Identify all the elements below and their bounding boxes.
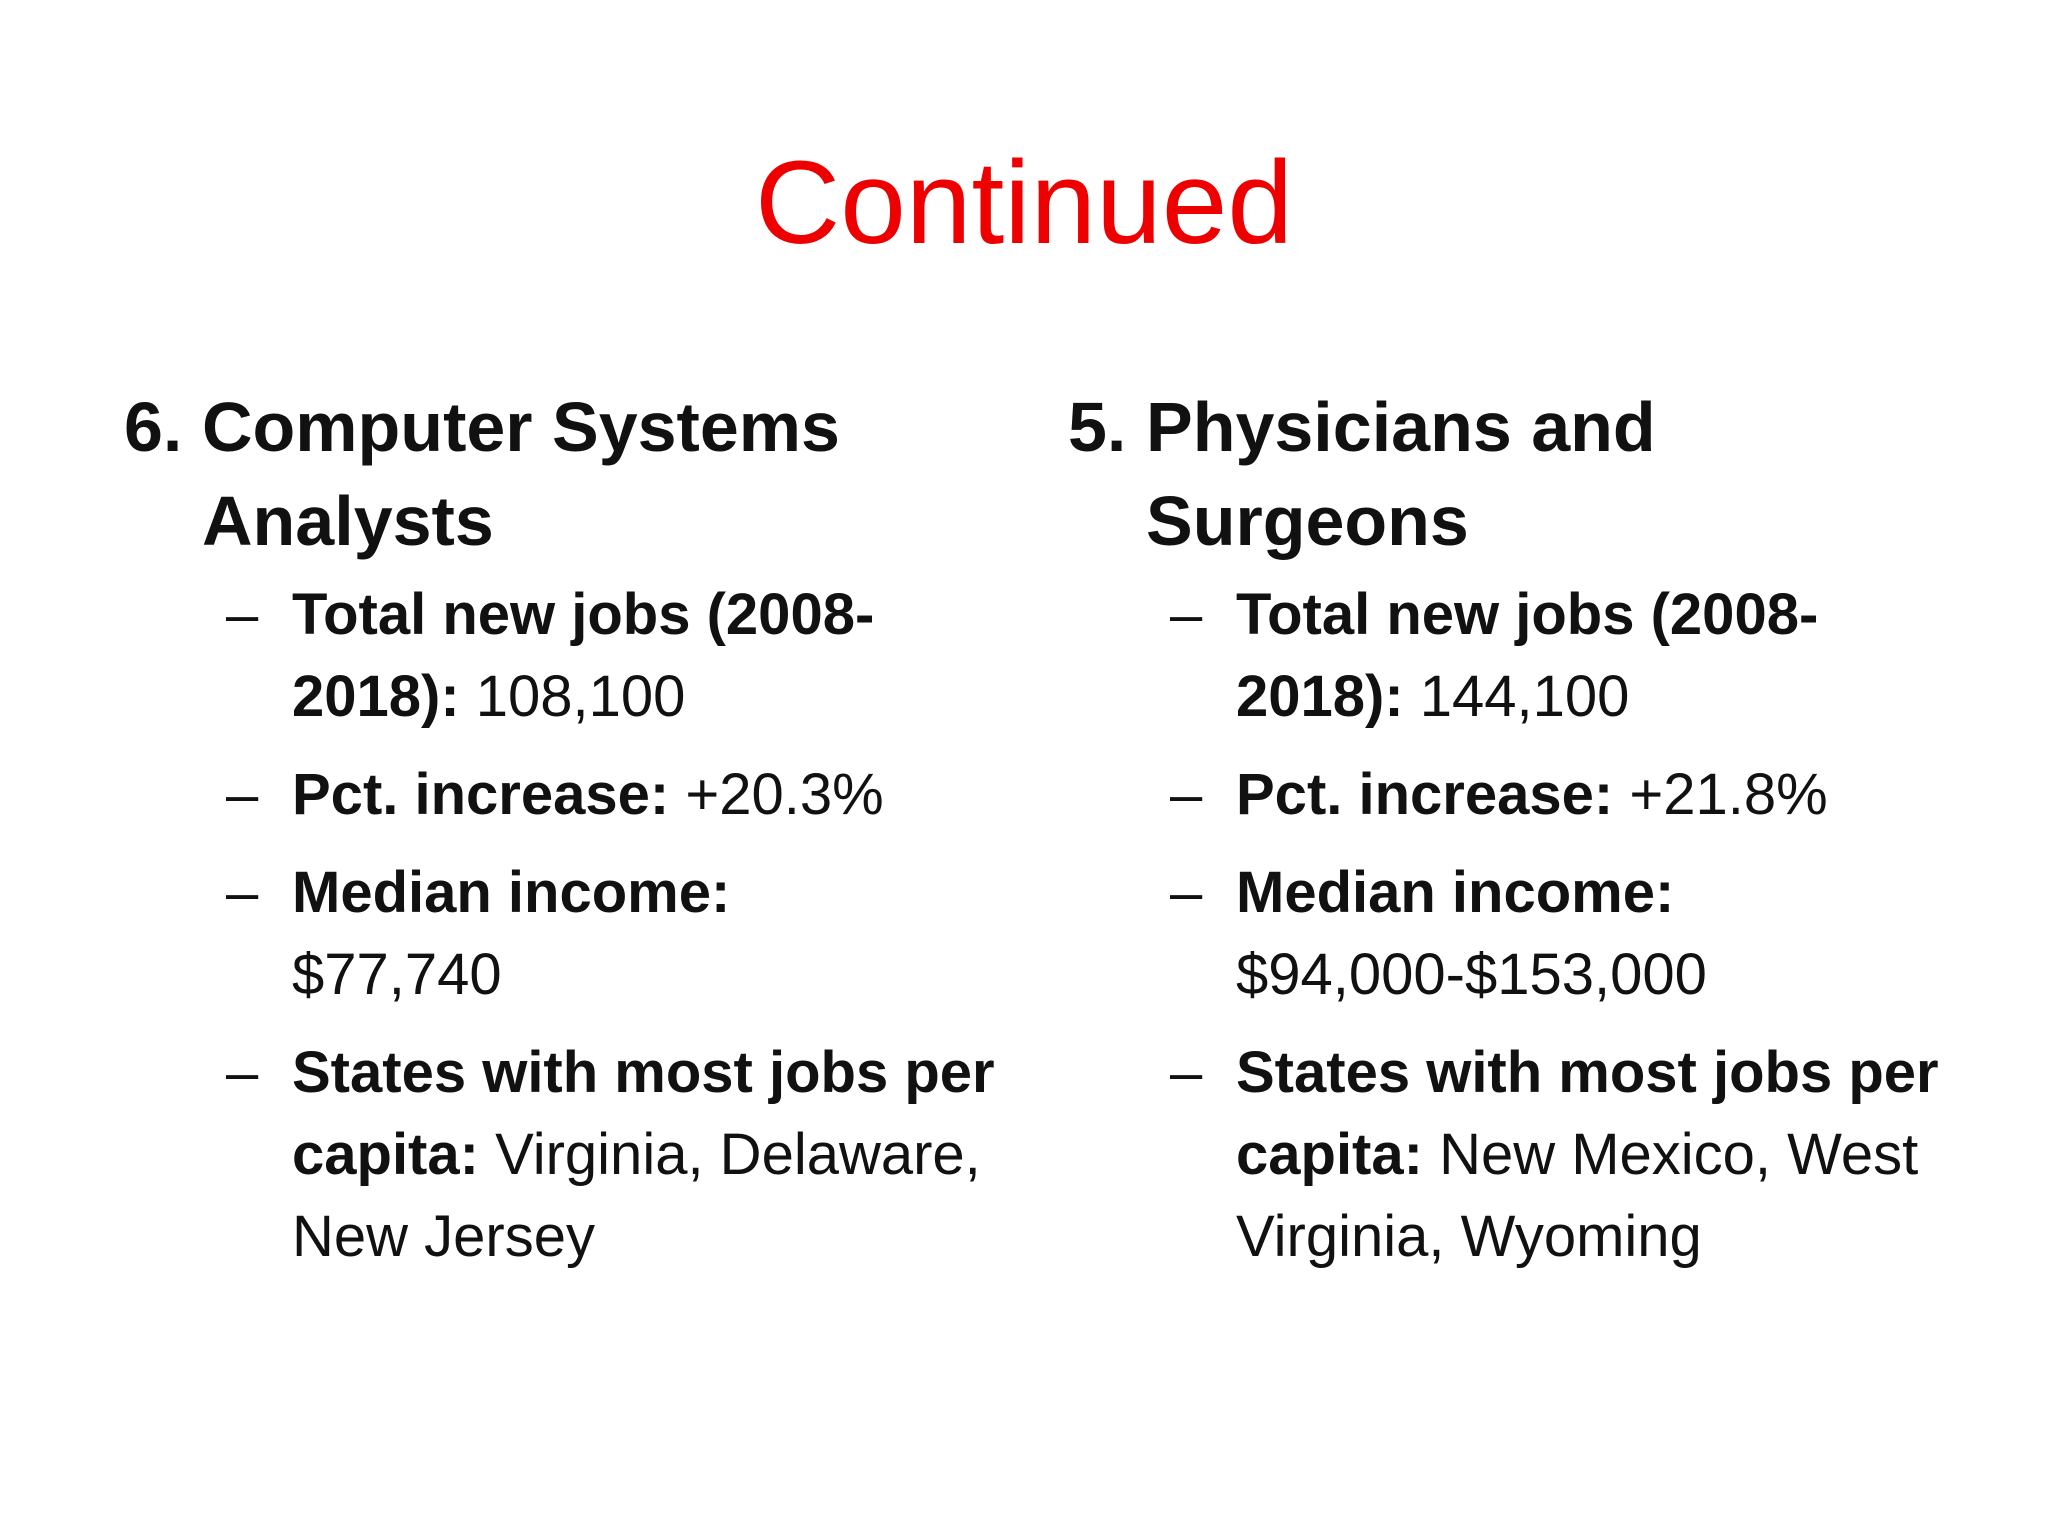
occupation-rank: 6. — [124, 388, 183, 466]
stat-label: Median income: — [1236, 860, 1675, 925]
dash-bullet-icon: – — [226, 762, 259, 827]
dash-bullet-icon: – — [226, 1040, 259, 1105]
occupation-column-computer-systems-analysts — [124, 380, 1004, 1278]
stat-value: +21.8% — [1629, 762, 1828, 827]
stat-label: Total new jobs (2008-2018): — [292, 582, 875, 729]
stats-list — [124, 574, 1004, 1278]
occupation-title: Physicians and Surgeons — [1146, 388, 1656, 560]
stats-list — [1068, 574, 1948, 1278]
occupation-heading — [124, 380, 1004, 568]
stat-value: 144,100 — [1419, 664, 1630, 729]
dash-bullet-icon: – — [1170, 860, 1203, 925]
occupation-heading — [1068, 380, 1948, 568]
stat-value: +20.3% — [685, 762, 884, 827]
stat-value: $77,740 — [292, 942, 502, 1007]
stat-pct-increase — [124, 754, 1004, 836]
stat-pct-increase — [1068, 754, 1948, 836]
stat-states-most-jobs — [124, 1032, 1004, 1278]
stat-label: Pct. increase: — [1236, 762, 1614, 827]
stat-label: Median income: — [292, 860, 731, 925]
dash-bullet-icon: – — [1170, 582, 1203, 647]
stat-label: Pct. increase: — [292, 762, 670, 827]
occupation-title: Computer Systems Analysts — [202, 388, 840, 560]
slide-title: Continued — [755, 137, 1293, 269]
stat-total-new-jobs — [1068, 574, 1948, 738]
stat-value: Virginia, Delaware, New Jersey — [292, 1122, 981, 1269]
occupation-rank: 5. — [1068, 388, 1127, 466]
stat-label: Total new jobs (2008-2018): — [1236, 582, 1819, 729]
stat-total-new-jobs — [124, 574, 1004, 738]
dash-bullet-icon: – — [226, 860, 259, 925]
stat-median-income — [1068, 852, 1948, 1016]
dash-bullet-icon: – — [1170, 1040, 1203, 1105]
dash-bullet-icon: – — [1170, 762, 1203, 827]
dash-bullet-icon: – — [226, 582, 259, 647]
stat-states-most-jobs — [1068, 1032, 1948, 1278]
stat-value: $94,000-$153,000 — [1236, 942, 1707, 1007]
stat-value: 108,100 — [475, 664, 686, 729]
stat-label: States with most jobs per capita: — [1236, 1040, 1939, 1187]
stat-value: New Mexico, West Virginia, Wyoming — [1236, 1122, 1919, 1269]
stat-median-income — [124, 852, 1004, 1016]
stat-label: States with most jobs per capita: — [292, 1040, 995, 1187]
occupation-column-physicians-and-surgeons — [1068, 380, 1948, 1278]
